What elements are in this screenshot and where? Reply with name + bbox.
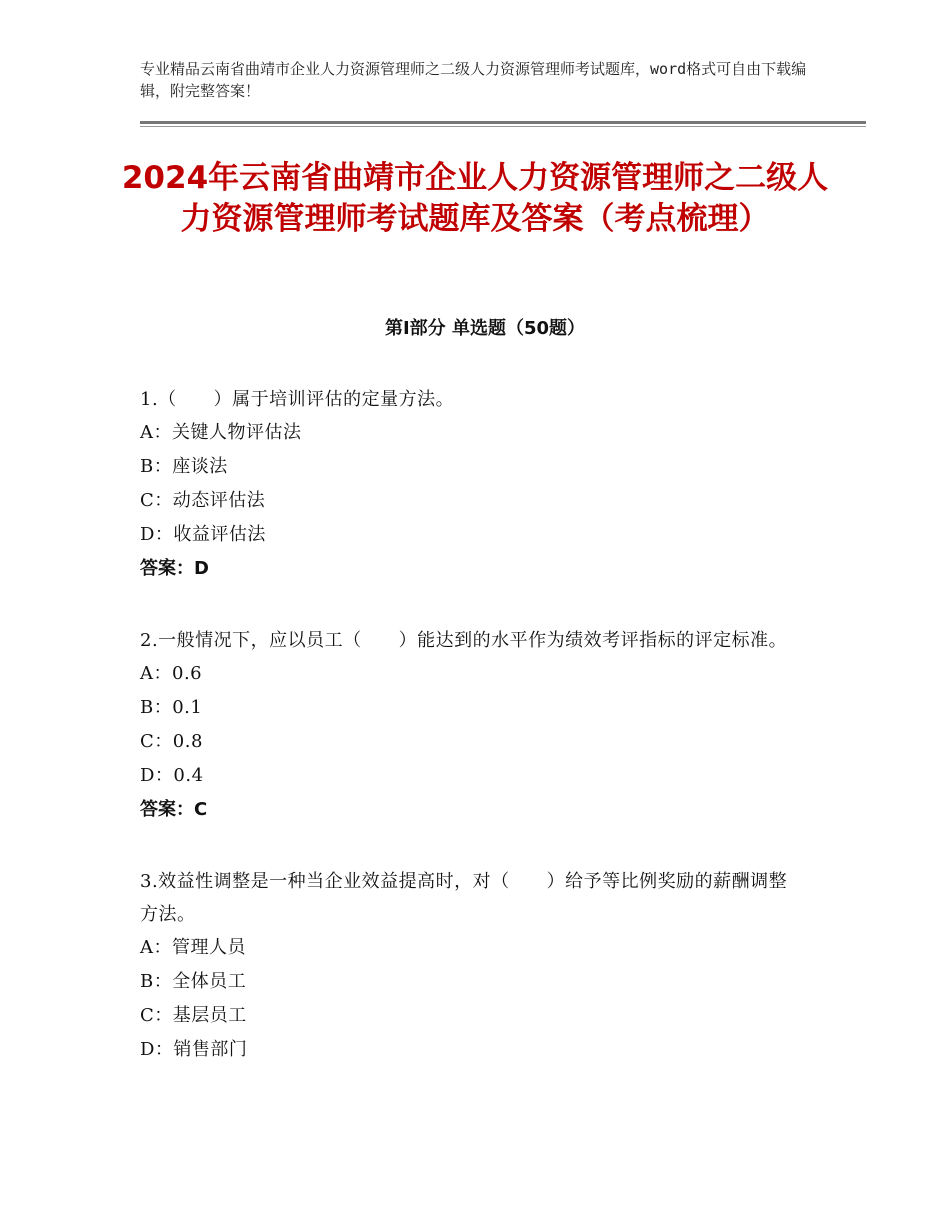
- question-item: [140, 865, 800, 1067]
- option-c: C：基层员工: [140, 1005, 247, 1026]
- question-stem: 1.（ ）属于培训评估的定量方法。: [140, 389, 455, 410]
- option-d: D：0.4: [140, 765, 204, 786]
- option-b: B：座谈法: [140, 456, 228, 477]
- option-d: D：收益评估法: [140, 524, 266, 545]
- option-b: B：0.1: [140, 697, 203, 718]
- question-stem: 2.一般情况下，应以员工（ ）能达到的水平作为绩效考评指标的评定标准。: [140, 630, 788, 651]
- option-a: A：管理人员: [140, 937, 246, 958]
- option-c: C：0.8: [140, 731, 203, 752]
- section-title: 第Ⅰ部分 单选题（50题）: [384, 318, 585, 339]
- answer-line: 答案：C: [140, 799, 208, 820]
- answer-line: 答案：D: [140, 558, 209, 579]
- option-a: A：0.6: [140, 663, 203, 684]
- question-item: [140, 383, 800, 586]
- option-d: D：销售部门: [140, 1039, 248, 1060]
- header-divider: [140, 121, 866, 124]
- question-item: [140, 624, 800, 827]
- question-stem: 3.效益性调整是一种当企业效益提高时，对（ ）给予等比例奖励的薪酬调整方法。: [140, 871, 788, 925]
- option-b: B：全体员工: [140, 971, 247, 992]
- option-c: C：动态评估法: [140, 490, 266, 511]
- option-a: A：关键人物评估法: [140, 422, 302, 443]
- document-title: 2024年云南省曲靖市企业人力资源管理师之二级人力资源管理师考试题库及答案（考点梳理）: [121, 160, 829, 237]
- question-list: [140, 383, 800, 1105]
- header-divider-thin: [140, 126, 866, 127]
- header-note: 专业精品云南省曲靖市企业人力资源管理师之二级人力资源管理师考试题库，word格式可自由下载编辑，附完整答案！: [140, 60, 807, 100]
